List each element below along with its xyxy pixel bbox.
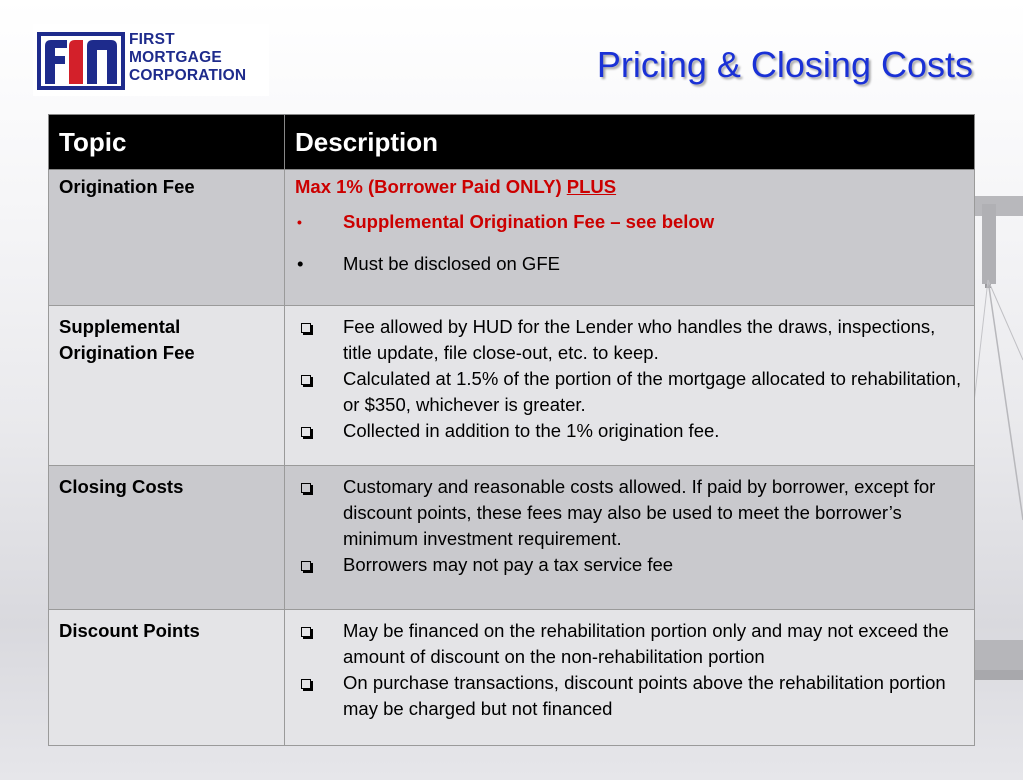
checkbox-bullet-icon bbox=[301, 427, 311, 437]
list-item bbox=[295, 251, 964, 277]
row-description bbox=[285, 306, 975, 466]
list-item-text: Calculated at 1.5% of the portion of the mortgage allocated to rehabilitation, or $350, whichever is greater. bbox=[343, 368, 962, 415]
list-item bbox=[295, 618, 964, 670]
company-logo bbox=[33, 24, 269, 96]
checkbox-bullet-icon bbox=[301, 627, 311, 637]
slide-title: Pricing & Closing Costs bbox=[596, 44, 973, 85]
pricing-table bbox=[48, 114, 975, 746]
header-description: Description bbox=[285, 115, 975, 170]
row-description bbox=[285, 466, 975, 610]
list-item bbox=[295, 418, 964, 444]
list-item-text: On purchase transactions, discount points above the rehabilitation portion may be charged but not financed bbox=[343, 672, 946, 719]
table-header-row bbox=[49, 115, 975, 170]
lead-text: Max 1% (Borrower Paid ONLY) bbox=[295, 176, 567, 197]
checkbox-bullet-icon bbox=[301, 679, 311, 689]
table-row bbox=[49, 466, 975, 610]
table-row bbox=[49, 610, 975, 746]
list-item-text: May be financed on the rehabilitation portion only and may not exceed the amount of discount on the non-rehabilitation portion bbox=[343, 620, 949, 667]
checkbox-bullet-icon bbox=[301, 375, 311, 385]
list-item-text: Borrowers may not pay a tax service fee bbox=[343, 554, 674, 575]
row-topic: Origination Fee bbox=[49, 170, 285, 306]
list-item-text: Must be disclosed on GFE bbox=[343, 253, 560, 274]
list-item bbox=[295, 670, 964, 722]
list-item bbox=[295, 314, 964, 366]
origination-fee-lead bbox=[295, 174, 964, 200]
row-description bbox=[285, 610, 975, 746]
logo-line-1: FIRST bbox=[129, 31, 175, 48]
row-topic: Discount Points bbox=[49, 610, 285, 746]
checkbox-bullet-icon bbox=[301, 561, 311, 571]
checkbox-bullet-icon bbox=[301, 483, 311, 493]
checkbox-bullet-icon bbox=[301, 323, 311, 333]
list-item bbox=[295, 552, 964, 578]
list-item-text: Collected in addition to the 1% origination fee. bbox=[343, 420, 720, 441]
list-item bbox=[295, 209, 964, 235]
table-row bbox=[49, 170, 975, 306]
bullet-dot-icon: • bbox=[297, 214, 302, 230]
header-topic: Topic bbox=[49, 115, 285, 170]
list-item bbox=[295, 366, 964, 418]
fm-monogram-icon bbox=[33, 24, 129, 96]
list-item-text: Customary and reasonable costs allowed. If paid by borrower, except for discount points, these fees may also be used to meet the borrower’s minimum investment requirement. bbox=[343, 476, 936, 549]
row-topic: Closing Costs bbox=[49, 466, 285, 610]
list-item-text: Supplemental Origination Fee – see below bbox=[343, 211, 715, 232]
row-description bbox=[285, 170, 975, 306]
list-item-text: Fee allowed by HUD for the Lender who handles the draws, inspections, title update, file close-out, etc. to keep. bbox=[343, 316, 936, 363]
bullet-dot-icon: • bbox=[297, 253, 304, 274]
row-topic: Supplemental Origination Fee bbox=[49, 306, 285, 466]
logo-line-2: MORTGAGE bbox=[129, 49, 222, 66]
plus-text: PLUS bbox=[566, 176, 617, 197]
logo-wordmark bbox=[129, 31, 246, 85]
table-row bbox=[49, 306, 975, 466]
list-item bbox=[295, 474, 964, 552]
logo-line-3: CORPORATION bbox=[129, 67, 247, 84]
